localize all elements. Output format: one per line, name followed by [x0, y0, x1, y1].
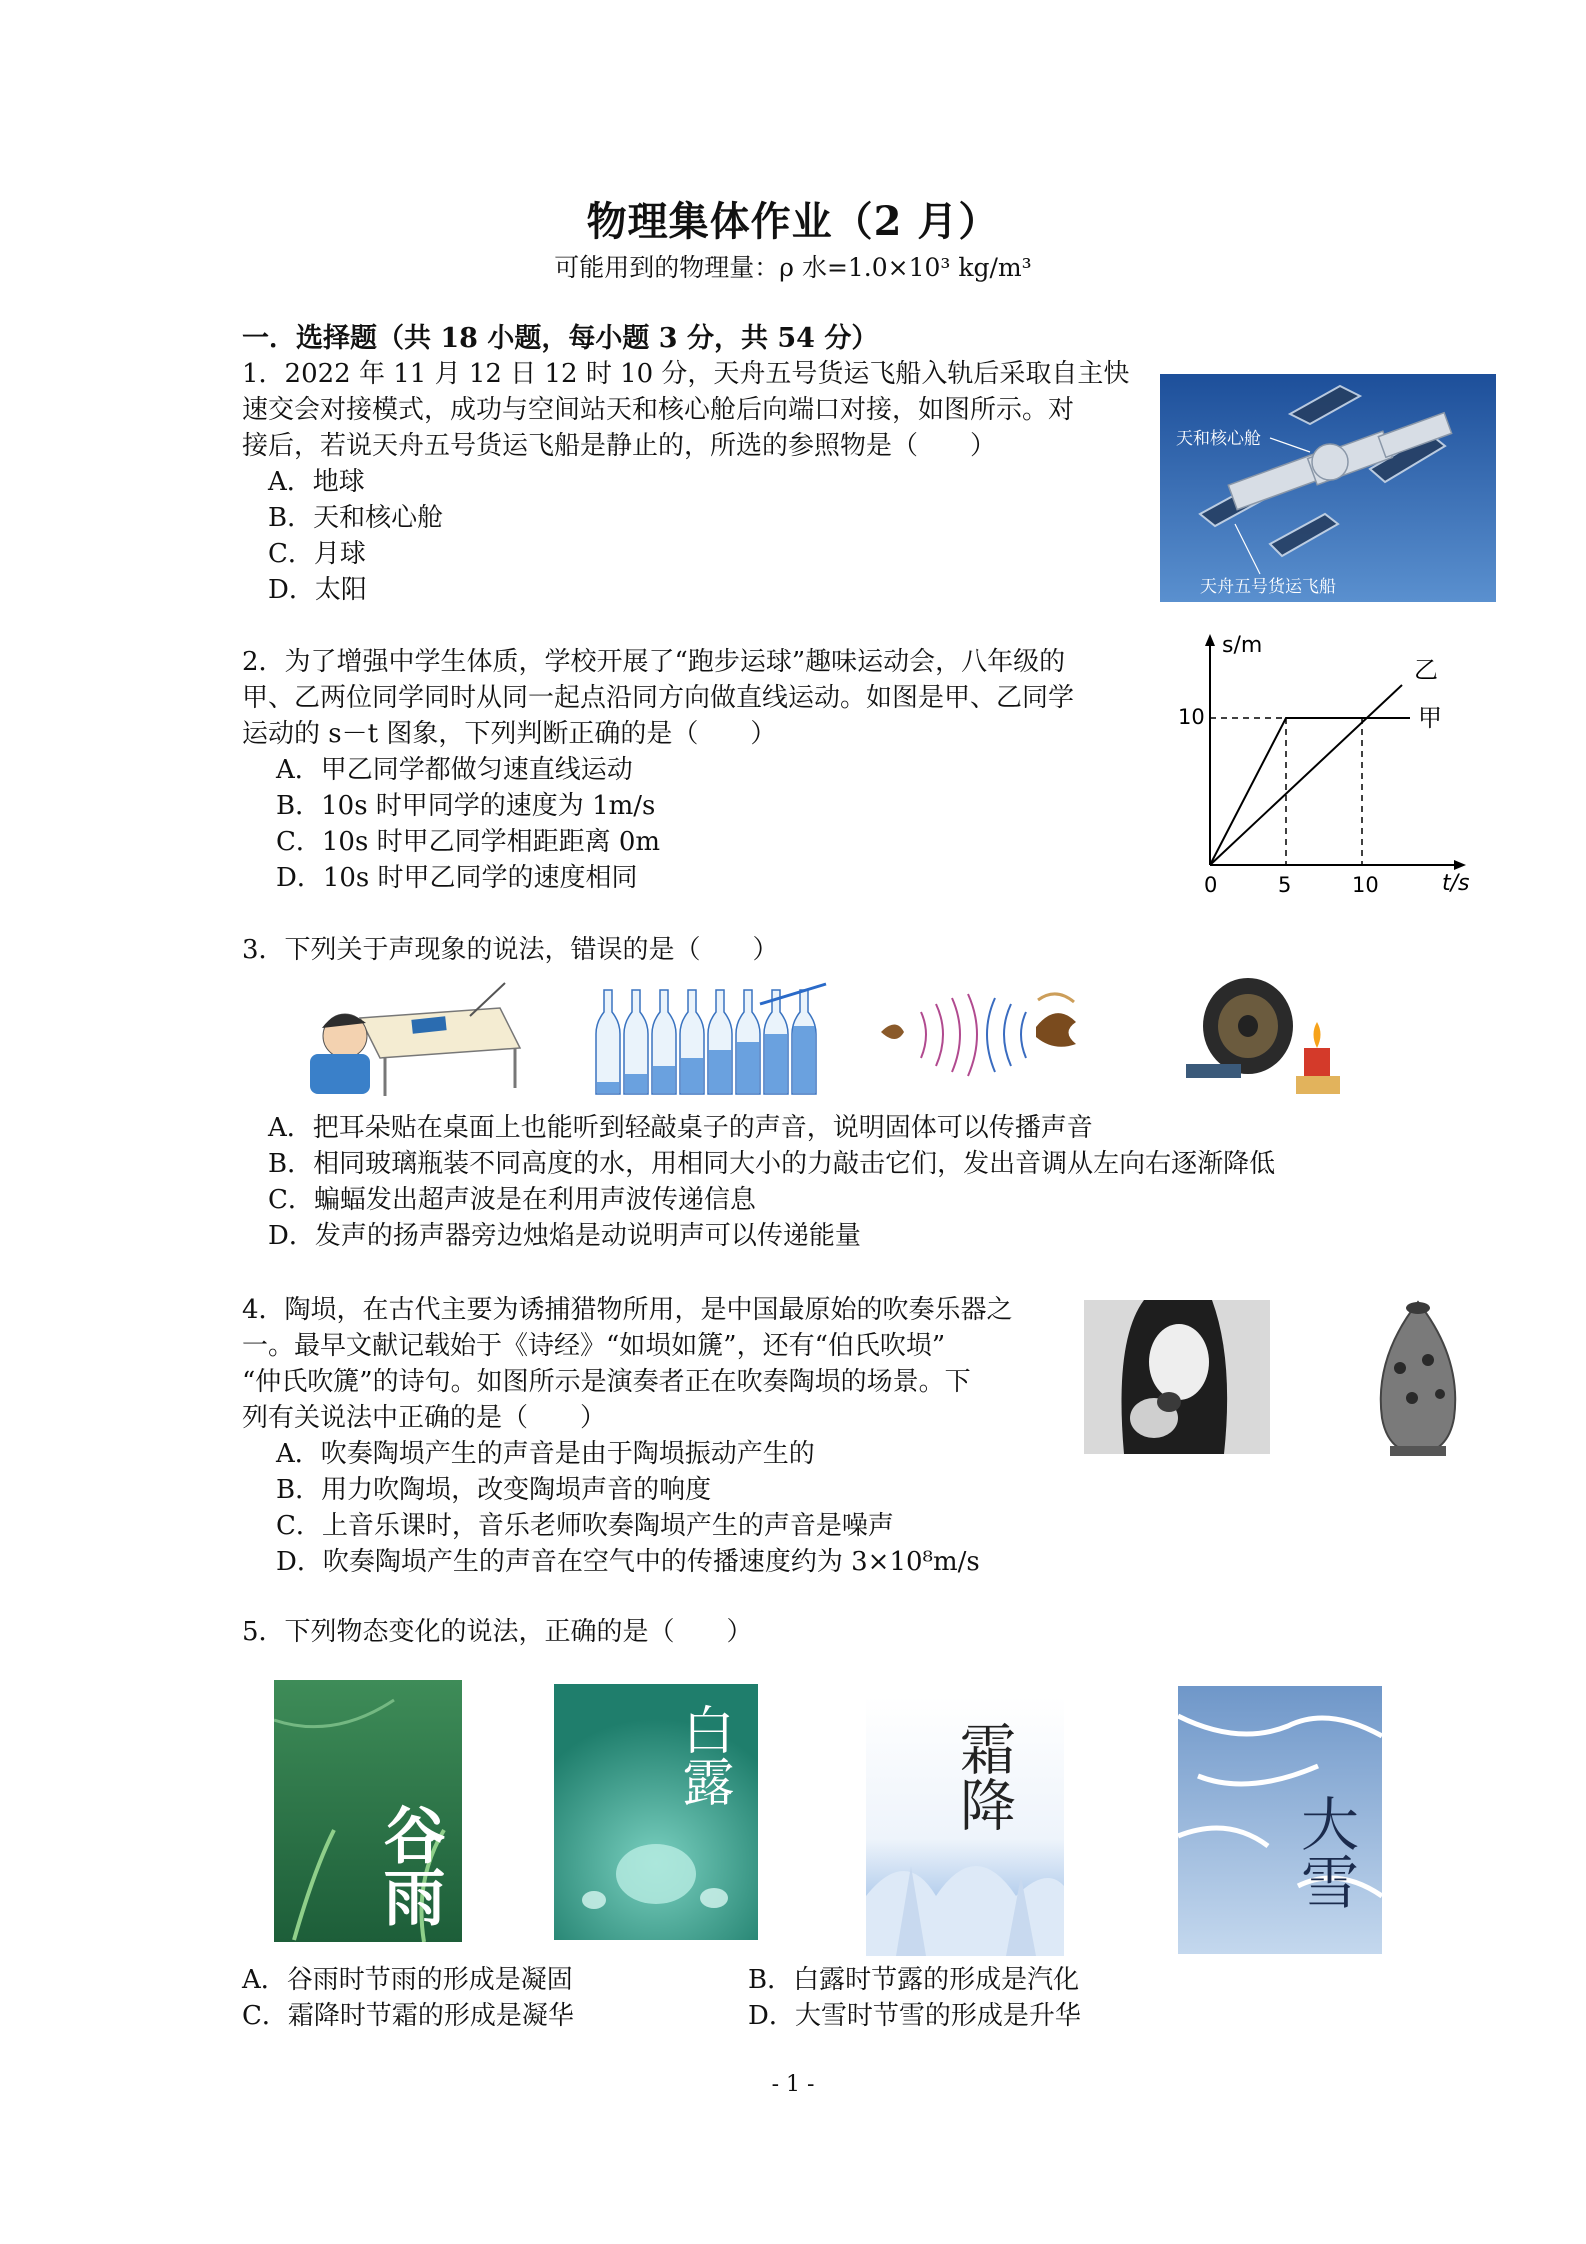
option-a: A．把耳朵贴在桌面上也能听到轻敲桌子的声音，说明固体可以传播声音 — [268, 1113, 1093, 1143]
fig-label-core-module: 天和核心舱 — [1176, 429, 1261, 449]
bottle — [792, 990, 816, 1094]
y-axis-arrow — [1205, 634, 1215, 646]
xun-player-photo — [1084, 1300, 1270, 1454]
water-bottles-image — [590, 982, 830, 1102]
x-axis-arrow — [1454, 860, 1466, 870]
series-yi-line — [1210, 685, 1402, 865]
question-1-line-1: 1．2022 年 11 月 12 日 12 时 10 分，天舟五号货运飞船入轨后采取自主快 — [242, 359, 1130, 389]
bottle — [652, 990, 676, 1094]
x-tick-5: 5 — [1278, 873, 1292, 897]
poster-daxue-title: 大雪 — [1291, 1794, 1359, 1910]
question-4-line-4: 列有关说法中正确的是（ ） — [242, 1403, 607, 1433]
series-jia-label: 甲 — [1418, 704, 1442, 732]
question-5-line-1: 5．下列物态变化的说法，正确的是（ ） — [242, 1617, 753, 1647]
striking-stick — [760, 984, 826, 1004]
x-tick-0: 0 — [1204, 873, 1218, 897]
question-2-options — [276, 752, 660, 896]
q5-option-c: C．霜降时节霜的形成是凝华 — [242, 2001, 574, 2031]
space-station-image — [1160, 374, 1496, 602]
section-heading: 一．选择题（共 18 小题，每小题 3 分，共 54 分） — [242, 323, 879, 354]
question-1 — [242, 356, 1142, 464]
xun-instrument-image — [1370, 1298, 1466, 1458]
bottle — [596, 990, 620, 1094]
series-yi-label: 乙 — [1414, 656, 1438, 684]
question-2-line-1: 2．为了增强中学生体质，学校开展了“跑步运球”趣味运动会，八年级的 — [242, 647, 1066, 677]
bottle — [708, 990, 732, 1094]
bottle — [680, 990, 704, 1094]
y-axis-label: s/m — [1222, 633, 1263, 658]
question-1-line-2: 速交会对接模式，成功与空间站天和核心舱后向端口对接，如图所示。对 — [242, 395, 1075, 425]
option-c: C．月球 — [268, 539, 366, 569]
option-d: D．吹奏陶埙产生的声音在空气中的传播速度约为 3×10⁸m/s — [276, 1547, 980, 1577]
page-number: - 1 - — [771, 2072, 815, 2097]
option-b: B．天和核心舱 — [268, 503, 444, 533]
option-c: C．蝙蝠发出超声波是在利用声波传递信息 — [268, 1185, 756, 1215]
page-subtitle: 可能用到的物理量：ρ 水=1.0×10³ kg/m³ — [554, 253, 1032, 282]
option-d: D．发声的扬声器旁边烛焰是动说明声可以传递能量 — [268, 1221, 861, 1251]
fig-label-cargo-ship: 天舟五号货运飞船 — [1200, 577, 1336, 597]
option-c: C．10s 时甲乙同学相距距离 0m — [276, 827, 661, 857]
poster-shuangjiang-title: 霜降 — [951, 1720, 1016, 1832]
bottle — [764, 990, 788, 1094]
q5-option-b: B．白露时节露的形成是汽化 — [748, 1965, 1080, 1995]
question-2-line-2: 甲、乙两位同学同时从同一起点沿同方向做直线运动。如图是甲、乙同学 — [242, 683, 1075, 713]
y-tick-10: 10 — [1178, 705, 1205, 729]
x-axis-label: t/s — [1442, 871, 1470, 896]
bottle — [736, 990, 760, 1094]
x-tick-10: 10 — [1352, 873, 1379, 897]
option-c: C．上音乐课时，音乐老师吹奏陶埙产生的声音是噪声 — [276, 1511, 894, 1541]
bat-ultrasound-image — [876, 982, 1086, 1088]
question-4 — [242, 1292, 1072, 1436]
question-3-line-1: 3．下列关于声现象的说法，错误的是（ ） — [242, 935, 779, 965]
option-b: B．10s 时甲同学的速度为 1m/s — [276, 791, 656, 821]
question-1-options — [268, 464, 443, 608]
speaker-candle-image — [1176, 976, 1356, 1100]
option-a: A．吹奏陶埙产生的声音是由于陶埙振动产生的 — [276, 1439, 815, 1469]
option-d: D．太阳 — [268, 575, 367, 605]
question-1-line-3: 接后，若说天舟五号货运飞船是静止的，所选的参照物是（ ） — [242, 431, 997, 461]
option-a: A．地球 — [268, 467, 365, 497]
option-a: A．甲乙同学都做匀速直线运动 — [276, 755, 633, 785]
page-title: 物理集体作业（2 月） — [586, 198, 1000, 245]
question-5 — [242, 1614, 753, 1650]
poster-guyu-title: 谷雨 — [373, 1803, 446, 1927]
question-4-line-2: 一。最早文献记载始于《诗经》“如埙如篪”，还有“伯氏吹埙” — [242, 1331, 946, 1361]
option-b: B．用力吹陶埙，改变陶埙声音的响度 — [276, 1475, 712, 1505]
poster-shuangjiang — [866, 1696, 1064, 1956]
question-4-line-3: “仲氏吹篪”的诗句。如图所示是演奏者正在吹奏陶埙的场景。下 — [242, 1367, 971, 1397]
s-t-graph — [1170, 630, 1490, 900]
question-2 — [242, 644, 1162, 752]
question-2-line-3: 运动的 s－t 图象，下列判断正确的是（ ） — [242, 719, 777, 749]
poster-bailu-title: 白露 — [673, 1703, 733, 1807]
option-b: B．相同玻璃瓶装不同高度的水，用相同大小的力敲击它们，发出音调从左向右逐渐降低 — [268, 1149, 1276, 1179]
question-3-options — [268, 1110, 1275, 1254]
q5-option-a: A．谷雨时节雨的形成是凝固 — [242, 1965, 573, 1995]
poster-guyu — [274, 1680, 462, 1942]
option-d: D．10s 时甲乙同学的速度相同 — [276, 863, 638, 893]
bottle — [624, 990, 648, 1094]
question-4-line-1: 4．陶埙，在古代主要为诱捕猎物所用，是中国最原始的吹奏乐器之 — [242, 1295, 1013, 1325]
series-jia-line — [1210, 718, 1410, 865]
poster-bailu — [554, 1684, 758, 1940]
question-4-options — [276, 1436, 980, 1580]
ear-on-table-image — [300, 978, 525, 1098]
poster-daxue — [1178, 1686, 1382, 1954]
question-3 — [242, 932, 779, 968]
q5-option-d: D．大雪时节雪的形成是升华 — [748, 2001, 1081, 2031]
